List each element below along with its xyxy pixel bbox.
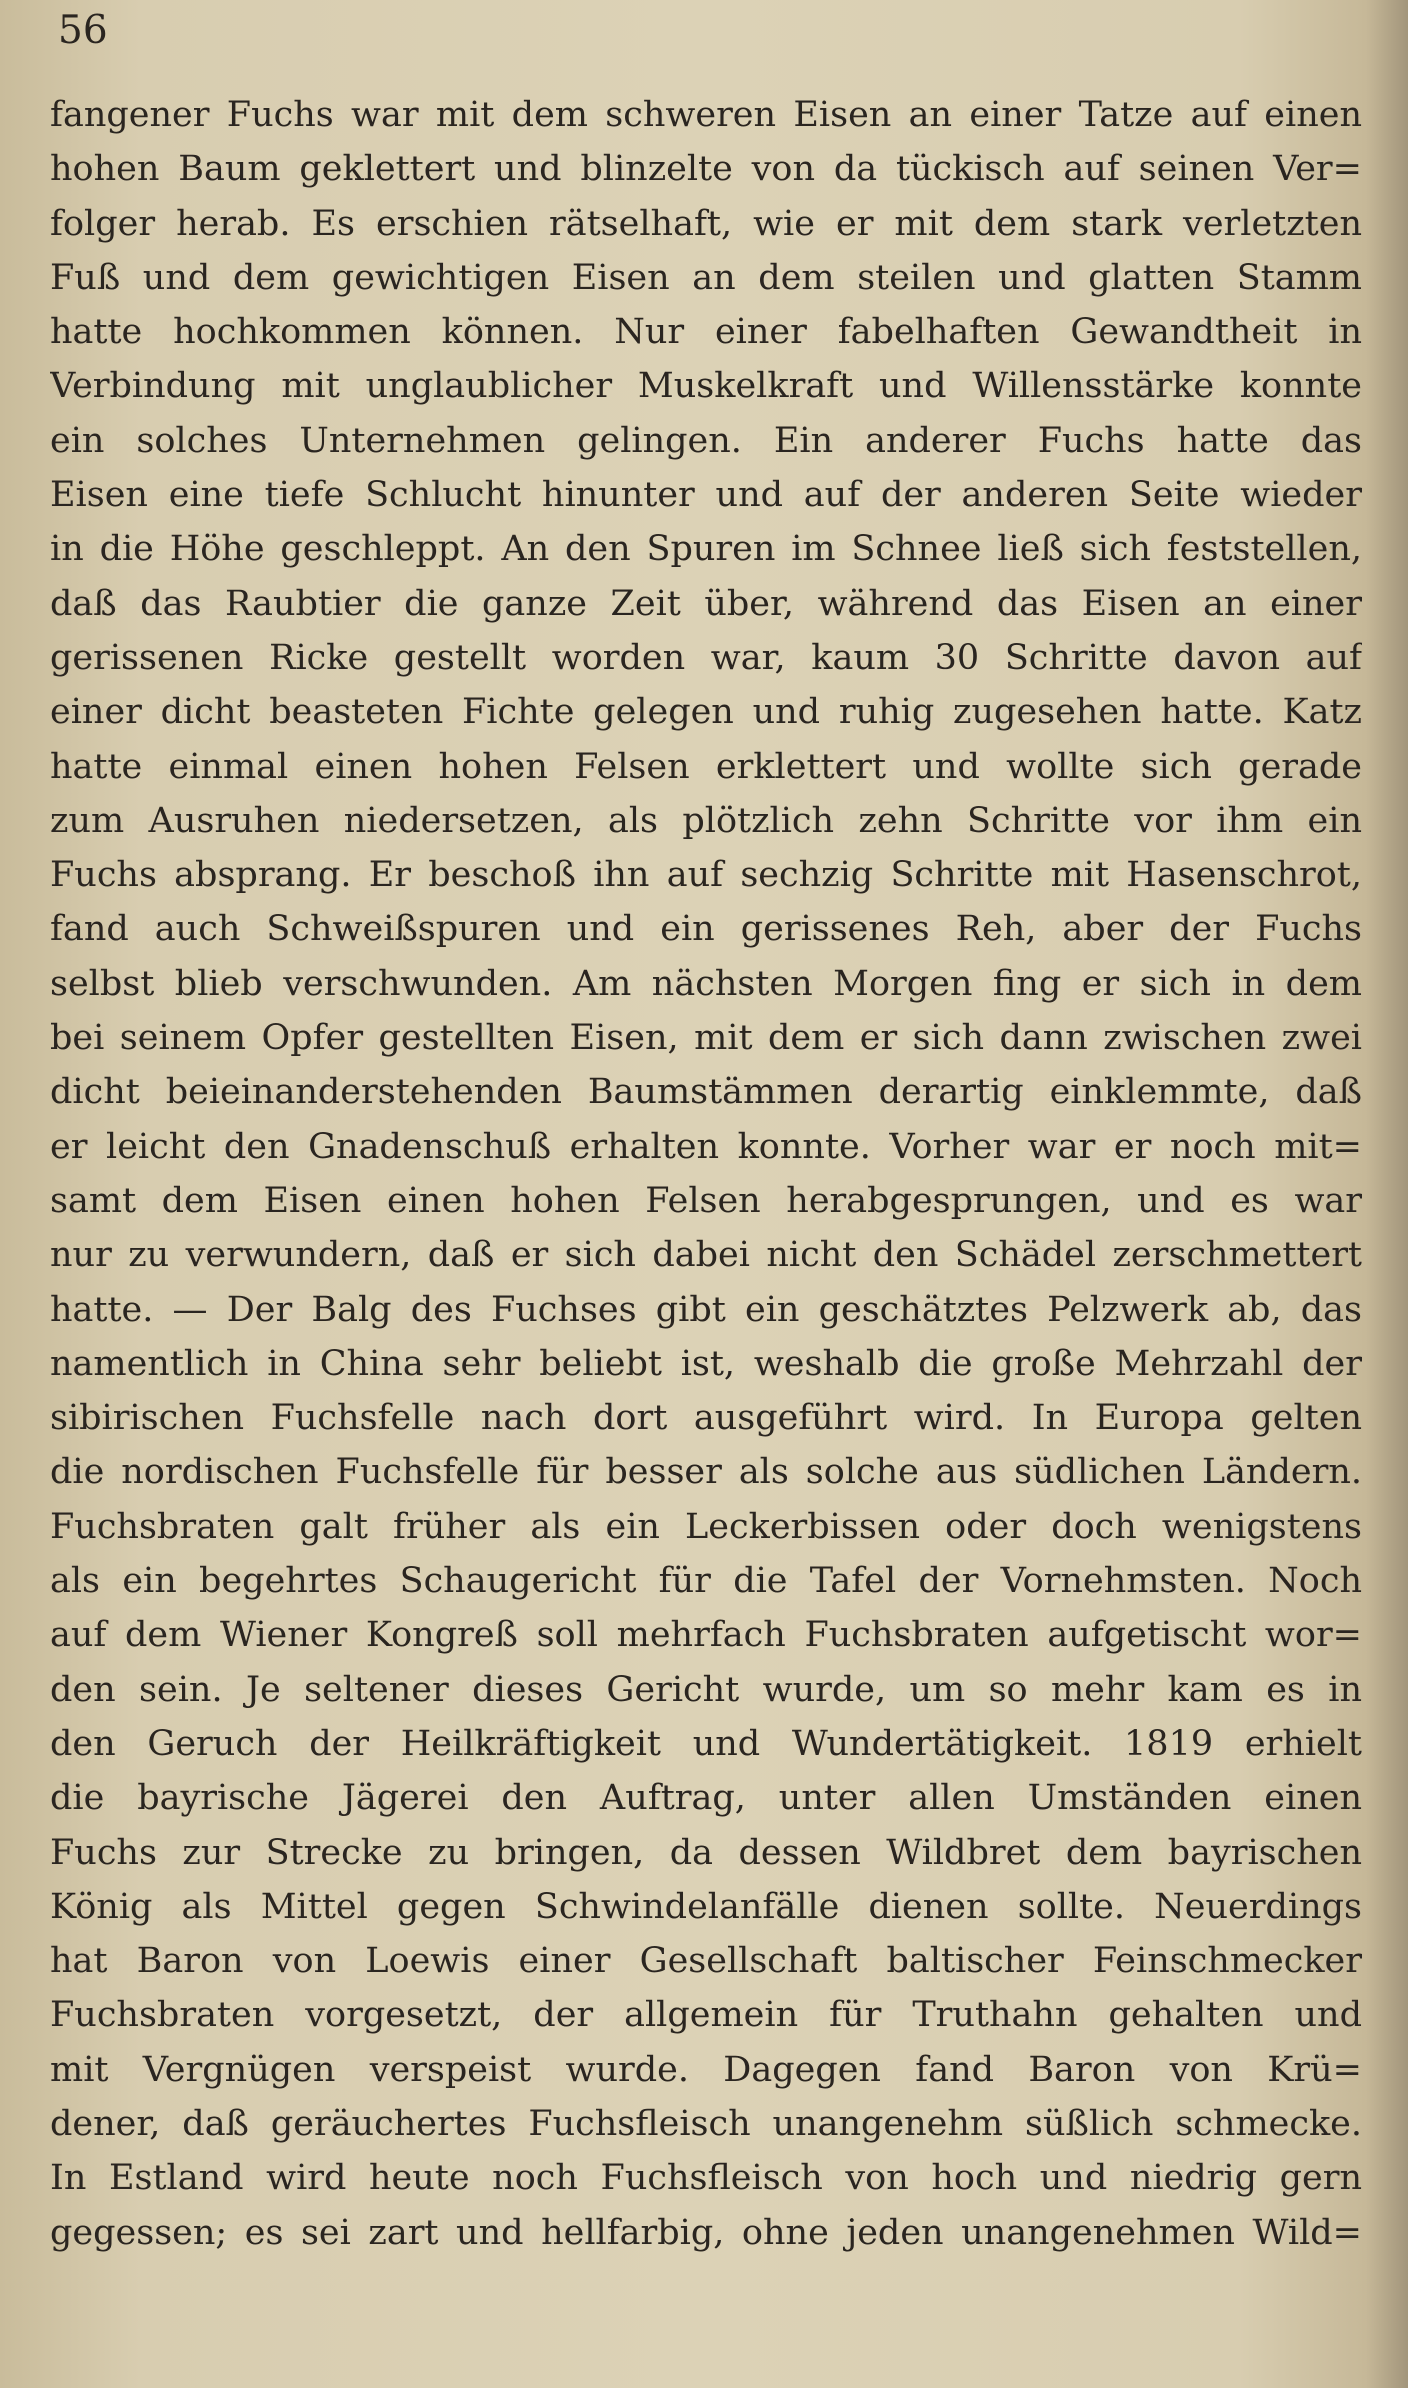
text-line: hatte. — Der Balg des Fuchses gibt ein geschätztes Pelzwerk ab, das (50, 1289, 1362, 1330)
page-number: 56 (58, 8, 108, 53)
text-line: den Geruch der Heilkräftigkeit und Wundertätigkeit. 1819 erhielt (50, 1723, 1362, 1764)
text-line: daß das Raubtier die ganze Zeit über, während das Eisen an einer (50, 583, 1362, 624)
text-line: zum Ausruhen niedersetzen, als plötzlich zehn Schritte vor ihm ein (50, 800, 1362, 841)
text-line: ein solches Unternehmen gelingen. Ein anderer Fuchs hatte das (50, 420, 1362, 461)
text-line: nur zu verwundern, daß er sich dabei nicht den Schädel zerschmettert (50, 1235, 1362, 1276)
text-line: sibirischen Fuchsfelle nach dort ausgeführt wird. In Europa gelten (50, 1398, 1362, 1439)
text-line: hatte einmal einen hohen Felsen erklettert und wollte sich gerade (50, 746, 1362, 787)
text-line: gegessen; es sei zart und hellfarbig, ohne jeden unangenehmen Wild= (50, 2212, 1362, 2253)
text-line: samt dem Eisen einen hohen Felsen herabgesprungen, und es war (50, 1180, 1362, 1221)
text-line: dicht beieinanderstehenden Baumstämmen derartig einklemmte, daß (50, 1072, 1362, 1113)
text-line: hohen Baum geklettert und blinzelte von da tückisch auf seinen Ver= (50, 149, 1362, 190)
text-line: Verbindung mit unglaublicher Muskelkraft und Willensstärke konnte (50, 366, 1362, 407)
text-line: die nordischen Fuchsfelle für besser als solche aus südlichen Ländern. (50, 1452, 1362, 1493)
text-line: den sein. Je seltener dieses Gericht wurde, um so mehr kam es in (50, 1669, 1362, 1710)
text-line: Fuchsbraten galt früher als ein Leckerbissen oder doch wenigstens (50, 1506, 1362, 1547)
text-line: Eisen eine tiefe Schlucht hinunter und auf der anderen Seite wieder (50, 475, 1362, 516)
text-line: In Estland wird heute noch Fuchsfleisch von hoch und niedrig gern (50, 2158, 1362, 2199)
text-line: er leicht den Gnadenschuß erhalten konnte. Vorher war er noch mit= (50, 1126, 1362, 1167)
text-line: folger herab. Es erschien rätselhaft, wie er mit dem stark verletzten (50, 203, 1362, 244)
text-line: hatte hochkommen können. Nur einer fabelhaften Gewandtheit in (50, 312, 1362, 353)
text-line: in die Höhe geschleppt. An den Spuren im Schnee ließ sich feststellen, (50, 529, 1362, 570)
text-line: mit Vergnügen verspeist wurde. Dagegen fand Baron von Krü= (50, 2049, 1362, 2090)
text-line: hat Baron von Loewis einer Gesellschaft baltischer Feinschmecker (50, 1941, 1362, 1982)
text-line: namentlich in China sehr beliebt ist, weshalb die große Mehrzahl der (50, 1343, 1362, 1384)
text-line: fand auch Schweißspuren und ein gerissenes Reh, aber der Fuchs (50, 909, 1362, 950)
text-line: bei seinem Opfer gestellten Eisen, mit dem er sich dann zwischen zwei (50, 1018, 1362, 1059)
body-text (50, 88, 1362, 2260)
text-line: fangener Fuchs war mit dem schweren Eisen an einer Tatze auf einen (50, 95, 1362, 135)
text-line: Fuß und dem gewichtigen Eisen an dem steilen und glatten Stamm (50, 257, 1362, 298)
text-line: als ein begehrtes Schaugericht für die Tafel der Vornehmsten. Noch (50, 1561, 1362, 1602)
text-line: selbst blieb verschwunden. Am nächsten Morgen fing er sich in dem (50, 963, 1362, 1004)
text-line: gerissenen Ricke gestellt worden war, kaum 30 Schritte davon auf (50, 637, 1362, 678)
text-line: die bayrische Jägerei den Auftrag, unter allen Umständen einen (50, 1778, 1362, 1819)
text-line: einer dicht beasteten Fichte gelegen und ruhig zugesehen hatte. Katz (50, 692, 1362, 733)
text-line: Fuchs zur Strecke zu bringen, da dessen Wildbret dem bayrischen (50, 1832, 1362, 1873)
text-line: König als Mittel gegen Schwindelanfälle dienen sollte. Neuerdings (50, 1886, 1362, 1927)
text-line: Fuchsbraten vorgesetzt, der allgemein für Truthahn gehalten und (50, 1995, 1362, 2036)
text-line: Fuchs absprang. Er beschoß ihn auf sechzig Schritte mit Hasenschrot, (50, 855, 1362, 896)
text-line: auf dem Wiener Kongreß soll mehrfach Fuchsbraten aufgetischt wor= (50, 1615, 1362, 1656)
text-line: dener, daß geräuchertes Fuchsfleisch unangenehm süßlich schmecke. (50, 2103, 1362, 2144)
